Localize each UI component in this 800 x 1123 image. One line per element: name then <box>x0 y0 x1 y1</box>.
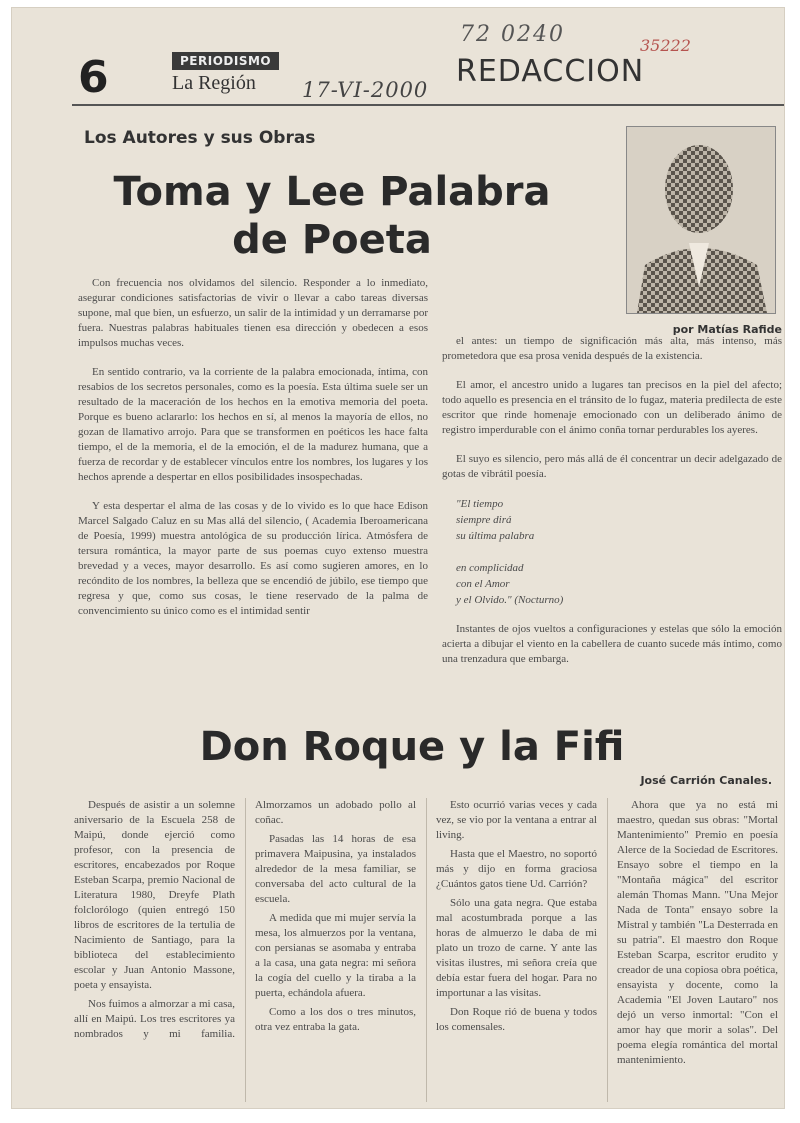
article2-paragraph: A medida que mi mujer servía la mesa, los almuerzos por la ventana, con persianas se asomaba y entraba a la casa, una gata negra: mi señora la cogía del cuello y la tiraba a la puerta, echándola afuera. <box>255 912 416 999</box>
article2-paragraph: Después de asistir a un solemne aniversario de la Escuela 258 de Maipú, donde ejerció como profesor, con la presencia de escritores, encabezados por Roque Esteban Scarpa, premio Nacional de Literatura 1980, Dreyfe Plath folclorólogo (quien entregó 150 libros de escritores de la tertulia de Nacimiento de Santiago, para la biblioteca del establecimiento escolar y Juan Antonio Massone, poeta y ensayista. <box>74 799 235 991</box>
article1-right-column <box>442 334 782 681</box>
newspaper-name: La Región <box>172 72 256 94</box>
poem-line: su última palabra <box>456 530 535 542</box>
article1-kicker: Los Autores y sus Obras <box>84 128 316 148</box>
poem-line: en complicidad <box>456 562 524 574</box>
newspaper-clipping <box>12 8 784 1108</box>
article2-paragraph: Esto ocurrió varias veces y cada vez, se vio por la ventana a entrar al living. <box>436 799 597 841</box>
article2-paragraph: Como a los dos o tres minutos, otra vez entraba la gata. <box>255 1006 416 1033</box>
article2-paragraph: Nos fuimos a almorzar a mi casa, allí en Maipú. Los tres escritores ya nombrados y mi familia. Almorzamos un adobado pollo al coñac. <box>74 799 416 1040</box>
handwritten-date: 17-VI-2000 <box>302 78 429 102</box>
handwritten-number: 35222 <box>640 36 691 55</box>
page-number: 6 <box>78 52 109 103</box>
article1-paragraph: En sentido contrario, va la corriente de la palabra emocionada, íntima, con resabios de los secretos personales, como es la poesía. Esta última suele ser un resultado de la maceración de los hechos en la emotiva memoria del poeta. Porque es bueno aclararlo: los hechos en sí, al menos la mayoría de ellos, no gozan de llamativo arrojo. Para que se transformen en poéticos les hace falta tiempo, el de la memoria, el de la emoción, el de la madurez humana, que a fuerza de recordar y de establecer vínculos entre los nombres, los lugares y los hechos aprende a despertar en ellos posibilidades insospechadas. <box>78 366 428 483</box>
article2-paragraph: Pasadas las 14 horas de esa primavera Maipusina, ya instalados alrededor de la mesa familiar, se conversaba del acto cultural de la escuela. <box>255 833 416 905</box>
poem-stanza-break <box>456 544 782 560</box>
portrait-image <box>627 127 775 313</box>
article1-paragraph: Y esta despertar el alma de las cosas y de lo vivido es lo que hace Edison Marcel Salgado Caluz en su Mas allá del silencio, ( Academia Iberoamericana de Poesía, 1999) muestra antológica de su producción lírica. Atmósfera de tersura romántica, la mayor parte de sus poemas cuyo extenso muestra brevedad y a veces, mayor desarrollo. Es así como sugieren amores, en lo recóndito de los nombres, la belleza que se encendió de júbilo, ese tiempo que regresa y que, como sus cosas, le tiene reservado de la palma de convencimiento su único como es el intimidad sentir <box>78 500 428 617</box>
article2-paragraph: Hasta que el Maestro, no soportó más y dijo en forma graciosa ¿Cuántos gatos tiene Ud. Carrión? <box>436 848 597 890</box>
handwritten-code: 72 0240 <box>460 22 565 47</box>
article1-paragraph: Con frecuencia nos olvidamos del silencio. Responder a lo inmediato, asegurar condiciones satisfactorias de vivir o llevar a cabo tareas diversas supone, mal que bien, un esfuerzo, un salir de la intimidad y un derramarse por fuera. Nuestras palabras habituales tienen esa dirección y obedecen a esos impulsos muchas veces. <box>78 277 428 349</box>
poem-line: con el Amor <box>456 578 510 590</box>
poem-line: "El tiempo <box>456 498 504 510</box>
article1-paragraph: el antes: un tiempo de significación más alta, más intenso, más prometedora que esa prosa venida después de la existencia. <box>442 335 782 362</box>
poem-line: y el Olvido." (Nocturno) <box>456 594 564 606</box>
article2-columns <box>74 798 778 1102</box>
section-badge: PERIODISMO <box>172 52 279 70</box>
article2-paragraph: Sólo una gata negra. Que estaba mal acostumbrada porque a las horas de almuerzo le daba de mi plato un trozo de carne. Y ante las visitas ilustres, mi señora creía que debía estar fuera del hogar. Para no importunar a las visitas. <box>436 897 597 999</box>
author-photo <box>626 126 776 314</box>
article2-headline: Don Roque y la Fifi <box>199 724 625 770</box>
article1-headline: Toma y Lee Palabra de Poeta <box>113 169 551 263</box>
poem-excerpt <box>442 496 782 608</box>
section-title: REDACCION <box>456 54 645 89</box>
header-divider <box>72 104 784 106</box>
article2-paragraph: Don Roque rió de buena y todos los comensales. <box>436 1006 597 1033</box>
article2-byline: José Carrión Canales. <box>640 774 772 787</box>
article1-closing: Instantes de ojos vueltos a configuraciones y estelas que sólo la emoción acierta a dibujar el viento en la cabellera de cuanto sucede más íntimo, como una trenzadura que embarga. <box>442 623 782 665</box>
article1-paragraph: El amor, el ancestro unido a lugares tan precisos en la piel del afecto; todo aquello es presencia en el tránsito de lo fugaz, materia predilecta de este escritor que rinde homenaje emocionado con un deliberado ánimo de registro imperdurable con el ánimo conña tornar perdurables los ayeres. <box>442 379 782 436</box>
article1-paragraph: El suyo es silencio, pero más allá de él concentrar un decir adelgazado de gotas de vibrátil poesía. <box>442 453 782 480</box>
article1-left-column <box>78 276 428 633</box>
photo-credit: por Matías Rafide <box>672 323 782 336</box>
article2-paragraph: Ahora que ya no está mi maestro, quedan sus obras: "Mortal Mantenimiento" Premio en poesía Alerce de la Sociedad de Escritores. Ensayo sobre el tiempo en la "Montaña mágica" del escritor alemán Thomas Mann. "Una Mejor Nada de Tonta" ensayo sobre la Mistral y también "La Desterrada en su patria". El maestro don Roque Esteban Scarpa, escritor erudito y creador de una copiosa obra poética, ensayista y docente, como la Academia "El Joven Lautaro" nos dejó un verso inmortal: "Con el amor hay que morir a solas". Del poema elegía romántica del mortal mantenimiento. <box>617 799 778 1066</box>
poem-line: siempre dirá <box>456 514 512 526</box>
